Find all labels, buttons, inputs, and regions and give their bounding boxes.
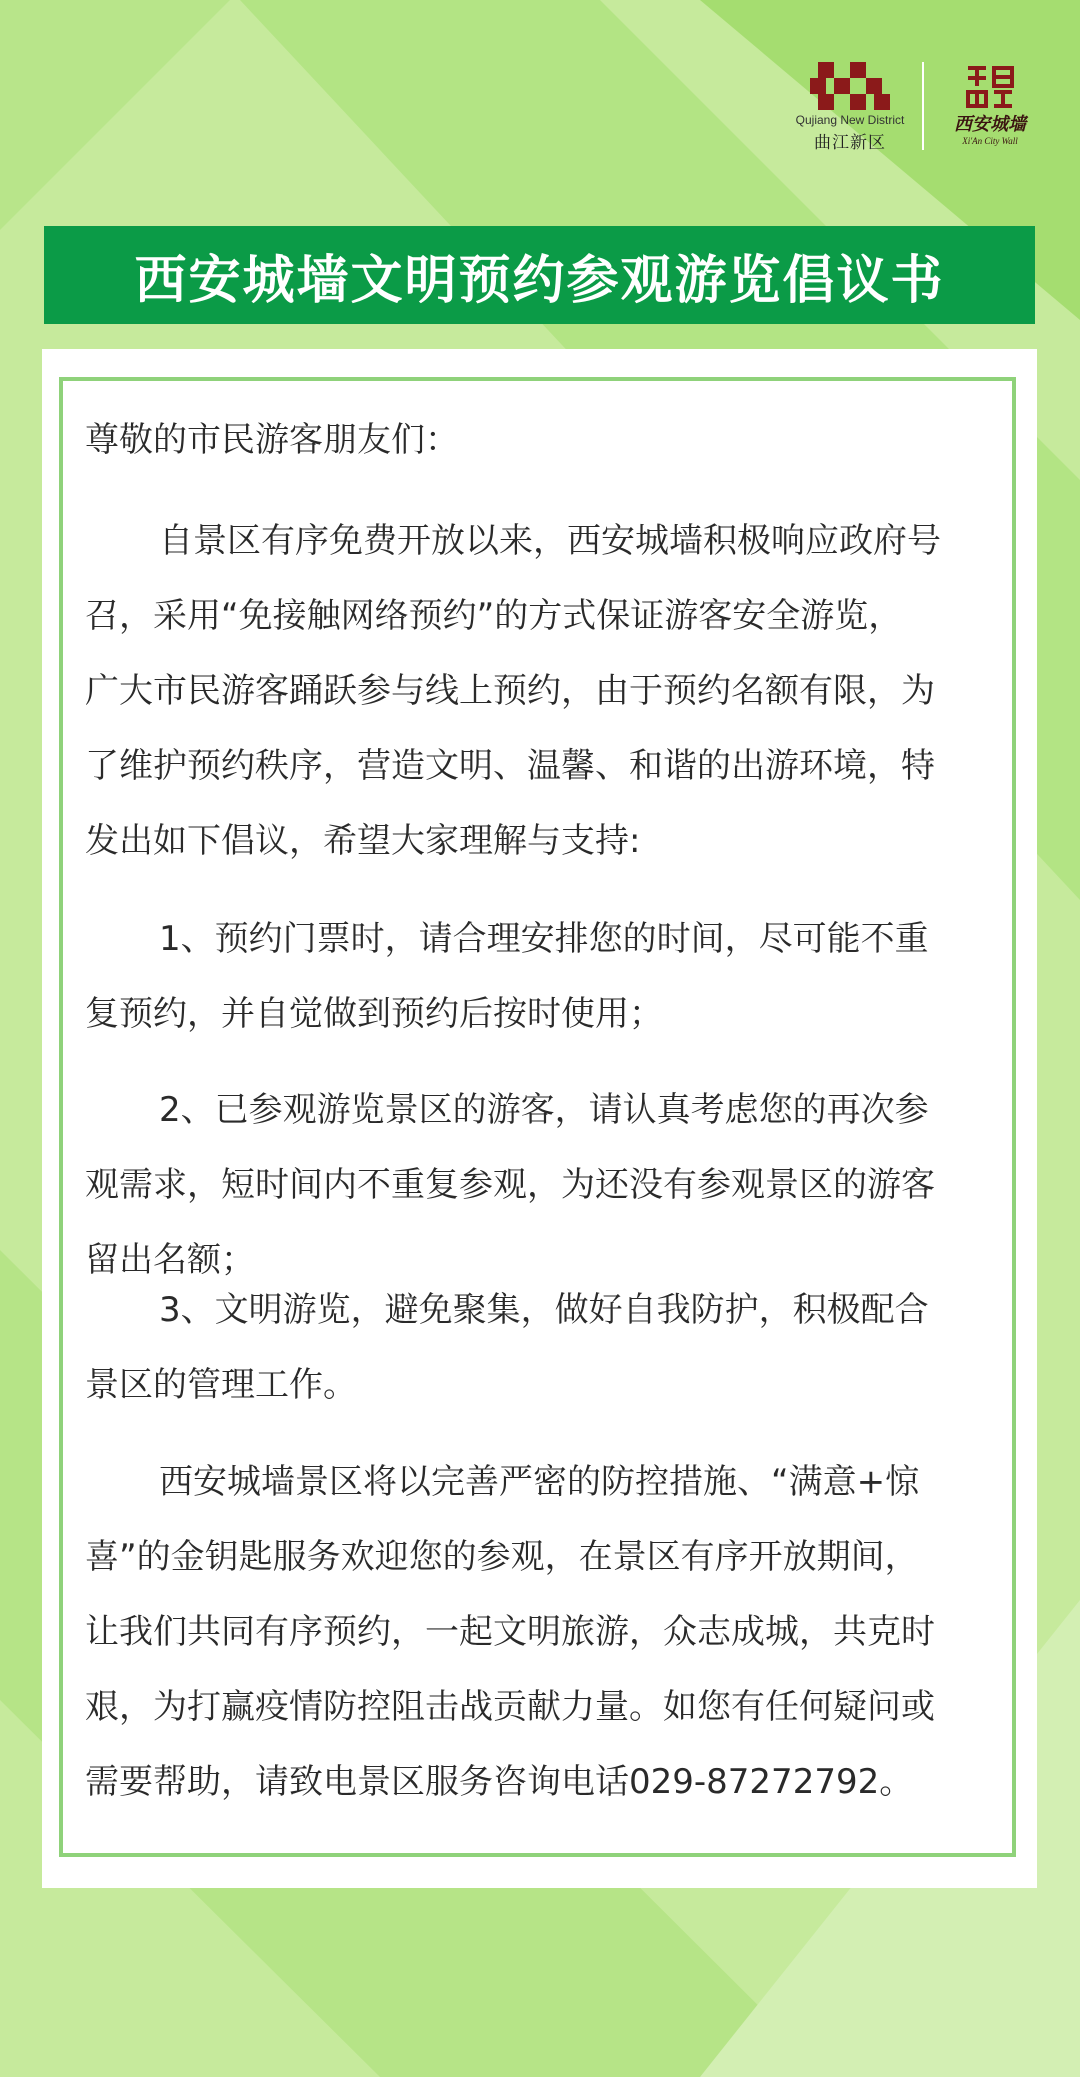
text-line: 了维护预约秩序，营造文明、温馨、和谐的出游环境，特 bbox=[85, 746, 935, 786]
citywall-logo-en: Xi'An City Wall bbox=[962, 136, 1018, 146]
text-line: 3、文明游览，避免聚集，做好自我防护，积极配合 bbox=[159, 1290, 929, 1330]
item-1-paragraph bbox=[85, 902, 1005, 1052]
qujiang-logo-icon bbox=[810, 62, 890, 110]
item-3-paragraph bbox=[85, 1273, 1005, 1423]
text-line: 发出如下倡议，希望大家理解与支持: bbox=[85, 821, 641, 861]
text-line: 喜”的金钥匙服务欢迎您的参观，在景区有序开放期间， bbox=[85, 1537, 919, 1577]
text-line: 让我们共同有序预约，一起文明旅游，众志成城，共克时 bbox=[85, 1612, 935, 1652]
item-2-paragraph bbox=[85, 1073, 1005, 1298]
greeting-line: 尊敬的市民游客朋友们： bbox=[85, 420, 459, 460]
citywall-seal-icon bbox=[962, 60, 1018, 110]
logo-divider bbox=[922, 62, 924, 150]
closing-paragraph bbox=[85, 1445, 1005, 1820]
qujiang-logo-en: Qujiang New District bbox=[795, 113, 905, 127]
text-line: 2、已参观游览景区的游客，请认真考虑您的再次参 bbox=[159, 1090, 929, 1130]
citywall-logo-cn: 西安城墙 bbox=[954, 114, 1026, 135]
text-line: 广大市民游客踊跃参与线上预约，由于预约名额有限，为 bbox=[85, 671, 935, 711]
header-logos bbox=[775, 58, 1045, 158]
text-line: 自景区有序免费开放以来，西安城墙积极响应政府号 bbox=[159, 521, 941, 561]
page-title: 西安城墙文明预约参观游览倡议书 bbox=[44, 226, 1035, 324]
qujiang-logo-cn: 曲江新区 bbox=[814, 133, 886, 153]
text-line: 复预约，并自觉做到预约后按时使用； bbox=[85, 994, 663, 1034]
text-line: 观需求，短时间内不重复参观，为还没有参观景区的游客 bbox=[85, 1165, 935, 1205]
text-line: 西安城墙景区将以完善严密的防控措施、“满意+惊 bbox=[159, 1462, 920, 1502]
greeting bbox=[85, 403, 1005, 478]
citywall-logo bbox=[940, 58, 1040, 158]
text-line: 艰，为打赢疫情防控阻击战贡献力量。如您有任何疑问或 bbox=[85, 1687, 935, 1727]
text-line: 需要帮助，请致电景区服务咨询电话029-87272792。 bbox=[85, 1762, 914, 1802]
text-line: 景区的管理工作。 bbox=[85, 1365, 357, 1405]
text-line: 1、预约门票时，请合理安排您的时间，尽可能不重 bbox=[159, 919, 929, 959]
text-line: 召，采用“免接触网络预约”的方式保证游客安全游览， bbox=[85, 596, 903, 636]
text-line: 留出名额； bbox=[85, 1240, 255, 1280]
intro-paragraph bbox=[85, 504, 1005, 879]
qujiang-logo bbox=[775, 58, 925, 158]
